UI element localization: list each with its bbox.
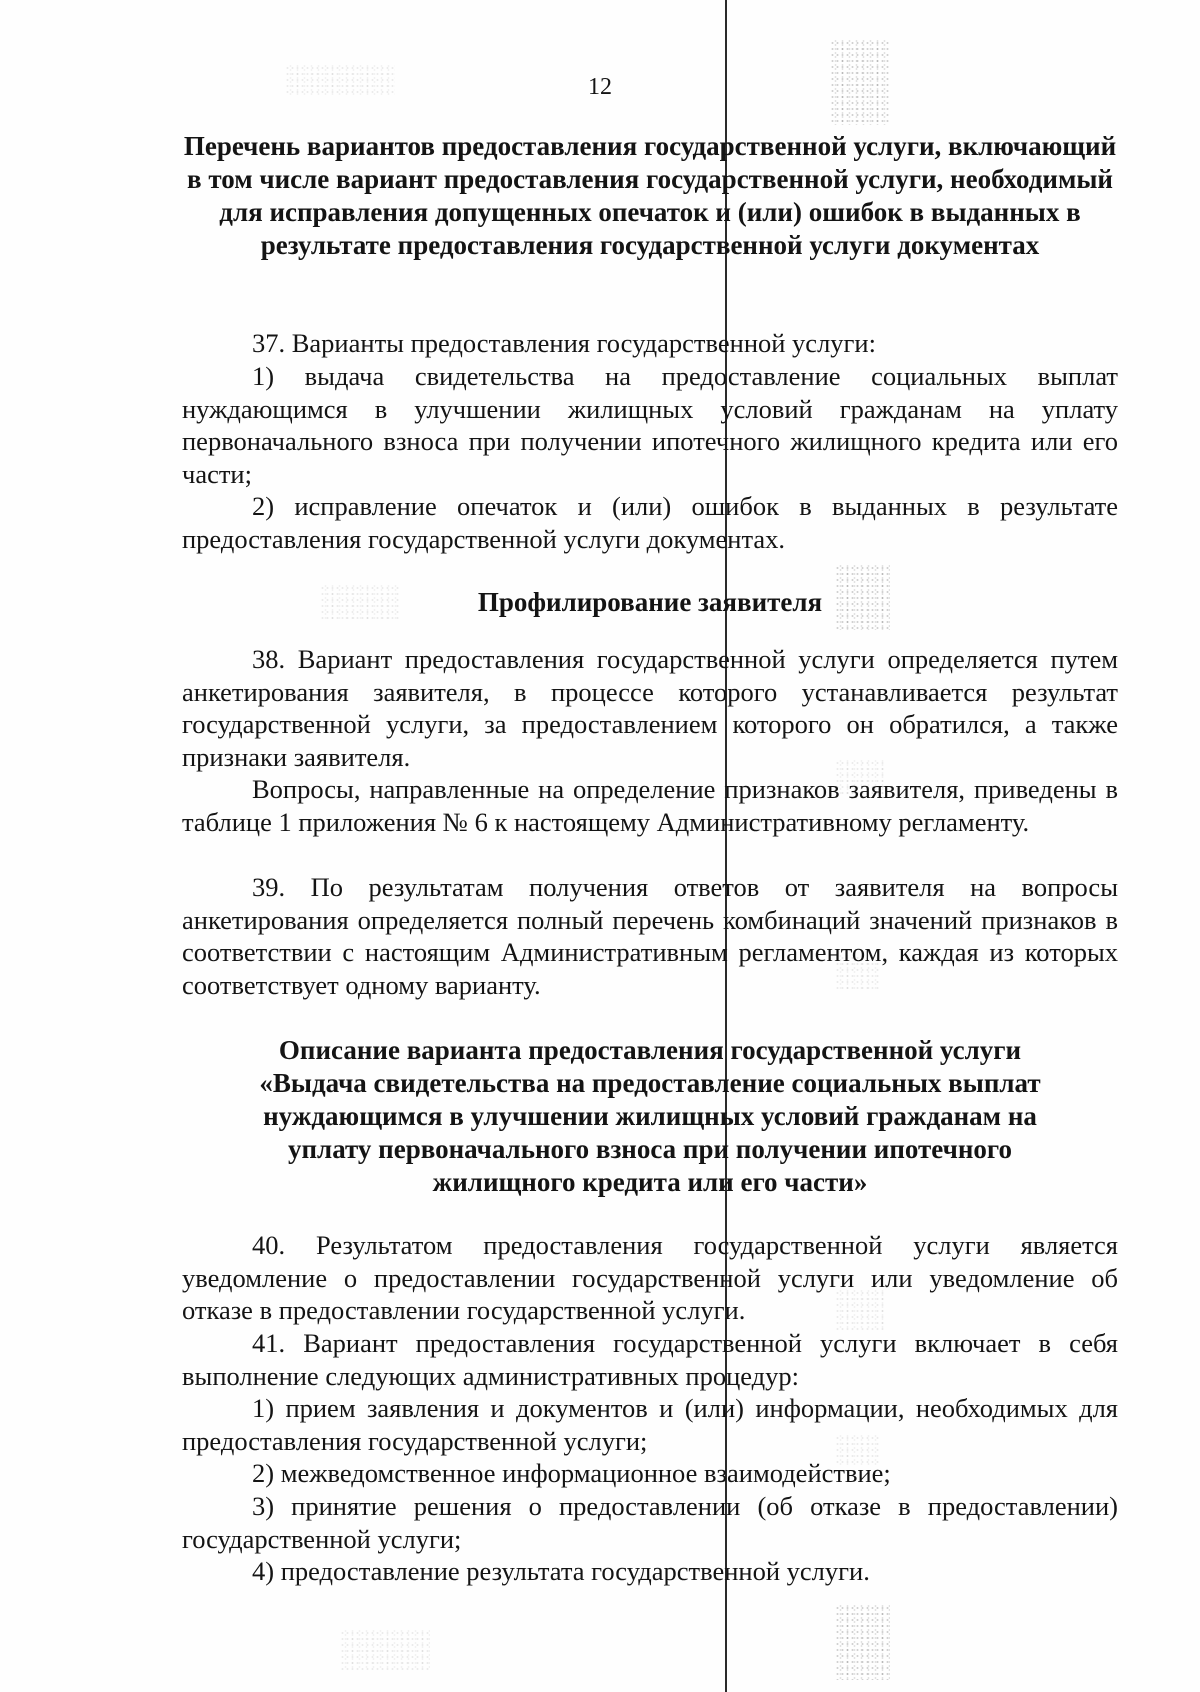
paragraph-40: 40. Результатом предоставления государственной услуги является уведомление о предоставлении государственной услуги или уведомление об отказе в предоставлении государственной услуги. — [182, 1230, 1118, 1325]
paragraph-38-questions: Вопросы, направленные на определение признаков заявителя, приведены в таблице 1 приложения № 6 к настоящему Административному регламенту. — [182, 774, 1118, 837]
paragraph-39: 39. По результатам получения ответов от заявителя на вопросы анкетирования определяется полный перечень комбинаций значений признаков в соответствии с настоящим Административным регламентом, каждая из которых соответствует одному варианту. — [182, 872, 1118, 1000]
page-number: 12 — [588, 74, 612, 100]
section-heading-variant-description: Описание варианта предоставления государственной услуги «Выдача свидетельства на предоставление социальных выплат нуждающимся в улучшении жилищных условий гражданам на уплату первоначального взноса при получении ипотечного жилищного кредита или его части» — [259, 1035, 1041, 1197]
section-heading-variants-list: Перечень вариантов предоставления государственной услуги, включающий в том числе вариант предоставления государственной услуги, необходимый для исправления допущенных опечаток и (или) ошибок в выданных в результате предоставления государственной услуги документах — [183, 131, 1117, 260]
paragraph-37-item-1: 1) выдача свидетельства на предоставление социальных выплат нуждающимся в улучшении жилищных условий гражданам на уплату первоначального взноса при получении ипотечного жилищного кредита или его части; — [182, 361, 1118, 489]
paragraph-41-item-2: 2) межведомственное информационное взаимодействие; — [252, 1458, 891, 1488]
scan-noise-bottom-right — [835, 1605, 890, 1680]
paragraph-41-item-1: 1) прием заявления и документов и (или) информации, необходимых для предоставления государственной услуги; — [182, 1393, 1118, 1456]
paragraph-38: 38. Вариант предоставления государственной услуги определяется путем анкетирования заявителя, в процессе которого устанавливается результат государственной услуги, за предоставлением которого он обратился, а также признаки заявителя. — [182, 644, 1118, 772]
scan-noise-bottom-left — [340, 1630, 430, 1670]
paragraph-37-item-2: 2) исправление опечаток и (или) ошибок в выданных в результате предоставления государственной услуги документах. — [182, 491, 1118, 554]
paragraph-37: 37. Варианты предоставления государственной услуги: — [252, 328, 876, 358]
section-heading-applicant-profiling: Профилирование заявителя — [477, 587, 823, 617]
paragraph-41-item-4: 4) предоставление результата государственной услуги. — [252, 1556, 870, 1586]
paragraph-41: 41. Вариант предоставления государственной услуги включает в себя выполнение следующих административных процедур: — [182, 1328, 1118, 1391]
paragraph-41-item-3: 3) принятие решения о предоставлении (об отказе в предоставлении) государственной услуги; — [182, 1491, 1118, 1554]
